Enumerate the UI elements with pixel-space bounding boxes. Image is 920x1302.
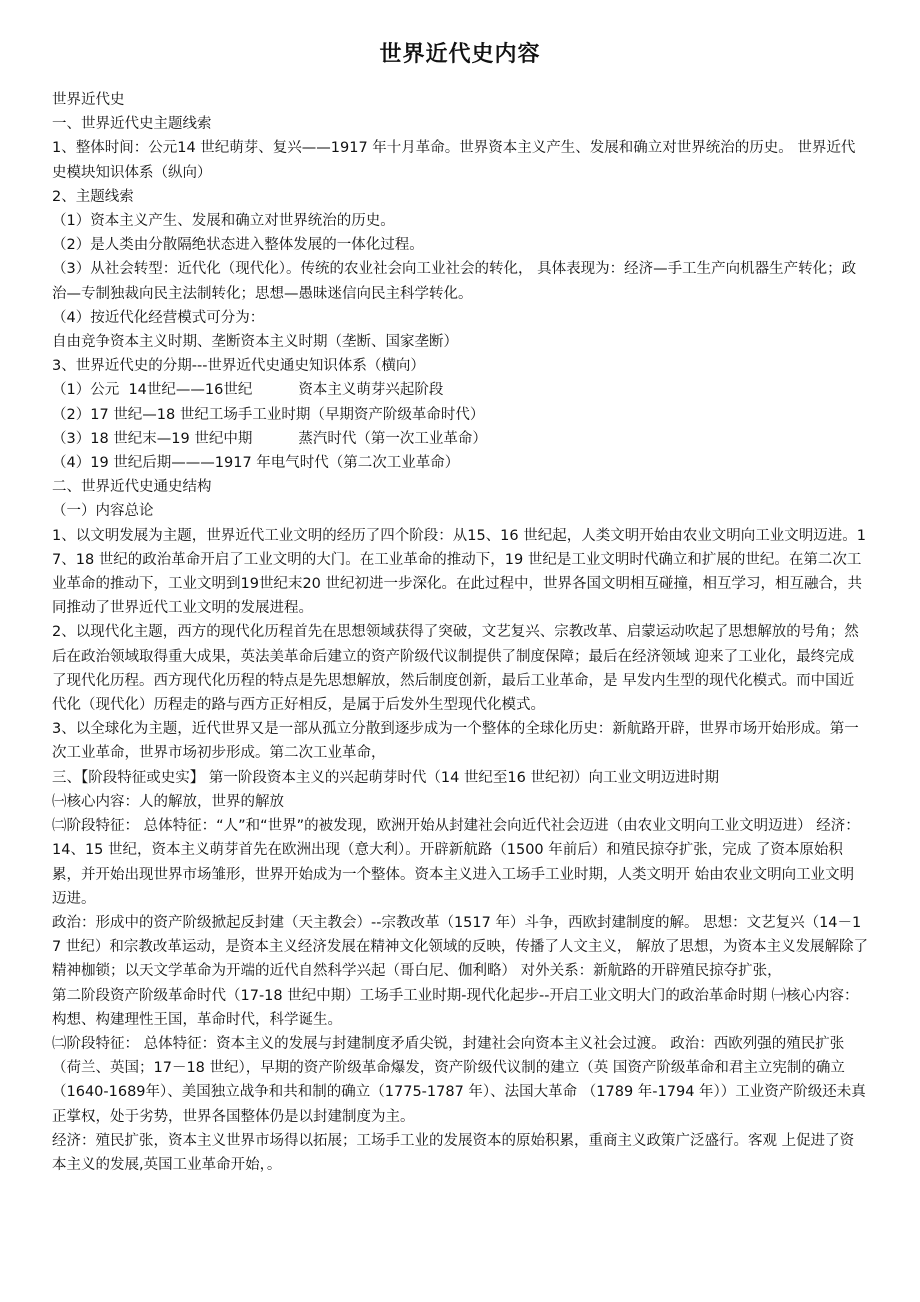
paragraph: 1、以文明发展为主题，世界近代工业文明的经历了四个阶段：从15、16 世纪起，人类文明开始由农业文明向工业文明迈进。17、18 世纪的政治革命开启了工业文明的大门。在工业革命的推动下，19 世纪是工业文明时代确立和扩展的世纪。在第二次工业革命的推动下，工业文明到19世纪末20 世纪初进一步深化。在此过程中，世界各国文明相互碰撞，相互学习，相互融合，共同推动了世界近代工业文明的发展进程。 (52, 527, 866, 617)
paragraph: ㈠核心内容：人的解放，世界的解放 (52, 793, 284, 810)
document-body (52, 88, 868, 1177)
paragraph: （4）19 世纪后期———1917 年电气时代（第二次工业革命） (52, 455, 460, 472)
paragraph: （1）公元 14世纪——16世纪 资本主义萌芽兴起阶段 (52, 382, 444, 399)
paragraph: 3、以全球化为主题，近代世界又是一部从孤立分散到逐步成为一个整体的全球化历史：新航路开辟，世界市场开始形成。第一次工业革命，世界市场初步形成。第二次工业革命， (52, 721, 859, 762)
paragraph: 第二阶段资产阶级革命时代（17-18 世纪中期）工场手工业时期-现代化起步--开启工业文明大门的政治革命时期 ㈠核心内容：构想、构建理性王国，革命时代，科学诞生。 (52, 987, 859, 1028)
paragraph: 经济：殖民扩张，资本主义世界市场得以拓展；工场手工业的发展资本的原始积累，重商主义政策广泛盛行。客观 上促进了资本主义的发展,英国工业革命开始，。 (52, 1132, 855, 1173)
paragraph: （2）是人类由分散隔绝状态进入整体发展的一体化过程。 (52, 237, 424, 254)
paragraph: 二、世界近代史通史结构 (52, 479, 212, 496)
paragraph: 1、整体时间：公元14 世纪萌芽、复兴——1917 年十月革命。世界资本主义产生、发展和确立对世界统治的历史。 世界近代史模块知识体系（纵向） (52, 140, 856, 181)
paragraph: ㈡阶段特征： 总体特征：“人”和“世界”的被发现，欧洲开始从封建社会向近代社会迈进（由农业文明向工业文明迈进） 经济： 14、15 世纪，资本主义萌芽首先在欧洲出现（意大利）。开辟新航路（1500 年前后）和殖民掠夺扩张，完成 了资本原始积累，并开始出现世界市场雏形，世界开始成为一个整体。资本主义进入工场手工业时期，人类文明开 始由农业文明向工业文明迈进。 (52, 818, 860, 907)
paragraph: 一、世界近代史主题线索 (52, 116, 212, 133)
paragraph: 2、主题线索 (52, 188, 134, 205)
paragraph: 世界近代史 (52, 92, 125, 108)
paragraph: 3、世界近代史的分期---世界近代史通史知识体系（横向） (52, 358, 425, 375)
paragraph: 政治：形成中的资产阶级掀起反封建（天主教会）--宗教改革（1517 年）斗争，西欧封建制度的解。 思想：文艺复兴（14－17 世纪）和宗教改革运动，是资本主义经济发展在精神文化领域的反映，传播了人文主义， 解放了思想，为资本主义发展解除了精神枷锁；以天文学革命为开端的近代自然科学兴起（哥白尼、伽利略） 对外关系：新航路的开辟殖民掠夺扩张， (52, 914, 868, 980)
paragraph: （2）17 世纪—18 世纪工场手工业时期（早期资产阶级革命时代） (52, 406, 485, 423)
paragraph: （4）按近代化经营模式可分为： (52, 309, 265, 326)
paragraph: （3）18 世纪末—19 世纪中期 蒸汽时代（第一次工业革命） (52, 430, 487, 447)
paragraph: 2、以现代化主题，西方的现代化历程首先在思想领域获得了突破，文艺复兴、宗教改革、启蒙运动吹起了思想解放的号角；然后在政治领域取得重大成果，英法美革命后建立的资产阶级代议制提供了制度保障；最后在经济领域 迎来了工业化，最终完成了现代化历程。西方现代化历程的特点是先思想解放，然后制度创新，最后工业革命，是 早发内生型的现代化模式。而中国近代化（现代化）历程走的路与西方正好相反，是属于后发外生型现代化模式。 (52, 624, 859, 714)
paragraph: （1）资本主义产生、发展和确立对世界统治的历史。 (52, 213, 395, 230)
paragraph: （3）从社会转型：近代化（现代化）。传统的农业社会向工业社会的转化， 具体表现为：经济—手工生产向机器生产转化；政治—专制独裁向民主法制转化；思想—愚昧迷信向民主科学转化。 (52, 261, 857, 302)
paragraph: ㈡阶段特征： 总体特征：资本主义的发展与封建制度矛盾尖锐，封建社会向资本主义社会过渡。 政治：西欧列强的殖民扩张（荷兰、英国；17－18 世纪），早期的资产阶级革命爆发，资产阶级代议制的建立（英 国资产阶级革命和君主立宪制的确立（1640-1689年）、美国独立战争和共和制的确立（1775-1787 年）、法国大革命 （1789 年-1794 年））工业资产阶级还未真正掌权，处于劣势，世界各国整体仍是以封建制度为主。 (52, 1035, 866, 1125)
page-title: 世界近代史内容 (379, 42, 541, 67)
paragraph: 自由竞争资本主义时期、垄断资本主义时期（垄断、国家垄断） (52, 334, 458, 351)
paragraph: 三、【阶段特征或史实】 第一阶段资本主义的兴起萌芽时代（14 世纪至16 世纪初）向工业文明迈进时期 (52, 769, 719, 786)
paragraph: （一）内容总论 (52, 503, 154, 520)
